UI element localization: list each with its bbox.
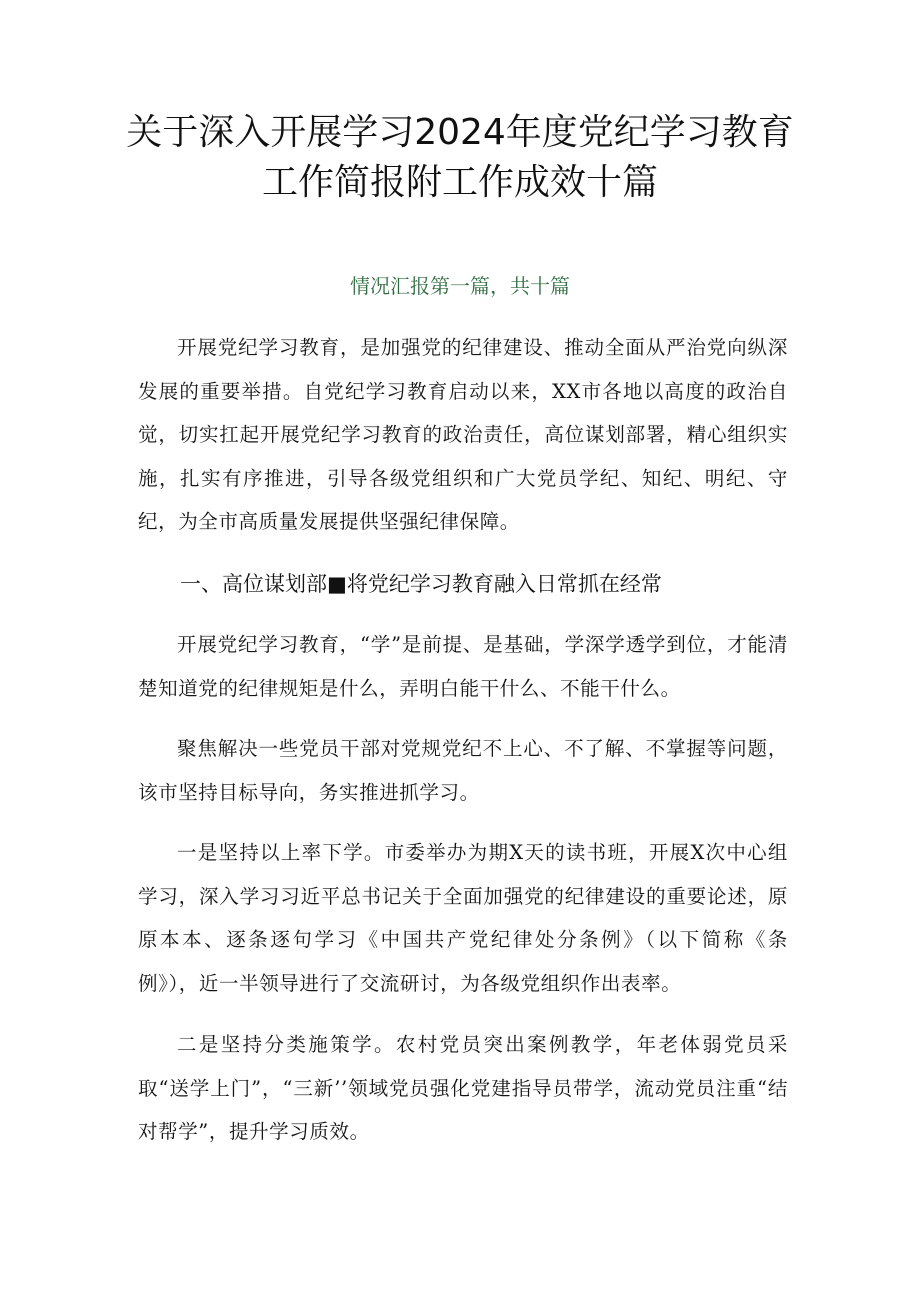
paragraph-focus-problems: 聚焦解决一些党员干部对党规党纪不上心、不了解、不掌握等问题，该市坚持目标导向，务实推进抓学习。	[138, 737, 788, 804]
document-title-line-1: 关于深入开展学习2024年度党纪学习教育	[126, 112, 794, 153]
paragraph-classified-study: 二是坚持分类施策学。农村党员突出案例教学，年老体弱党员采取“送学上门”，“三新’’领域党员强化党建指导员带学，流动党员注重“结对帮学”，提升学习质效。	[138, 1033, 788, 1143]
paragraph-study-premise: 开展党纪学习教育，“学”是前提、是基础，学深学透学到位，才能清楚知道党的纪律规矩是什么，弄明白能干什么、不能干什么。	[138, 633, 788, 700]
document-title-line-2: 工作简报附工作成效十篇	[261, 162, 658, 203]
paragraph-intro: 开展党纪学习教育，是加强党的纪律建设、推动全面从严治党向纵深发展的重要举措。自党纪学习教育启动以来，XX市各地以高度的政治自觉，切实扛起开展党纪学习教育的政治责任，高位谋划部署，精心组织实施，扎实有序推进，引导各级党组织和广大党员学纪、知纪、明纪、守纪，为全市高质量发展提供坚强纪律保障。	[138, 336, 788, 533]
section-heading-1: 一、高位谋划部■将党纪学习教育融入日常抓在经常	[180, 572, 662, 596]
paragraph-lead-by-example: 一是坚持以上率下学。市委举办为期X天的读书班，开展X次中心组学习，深入学习习近平总书记关于全面加强党的纪律建设的重要论述，原原本本、逐条逐句学习《中国共产党纪律处分条例》（以下简称《条例》），近一半领导进行了交流研讨，为各级党组织作出表率。	[138, 841, 788, 995]
document-subtitle: 情况汇报第一篇，共十篇	[350, 274, 570, 298]
